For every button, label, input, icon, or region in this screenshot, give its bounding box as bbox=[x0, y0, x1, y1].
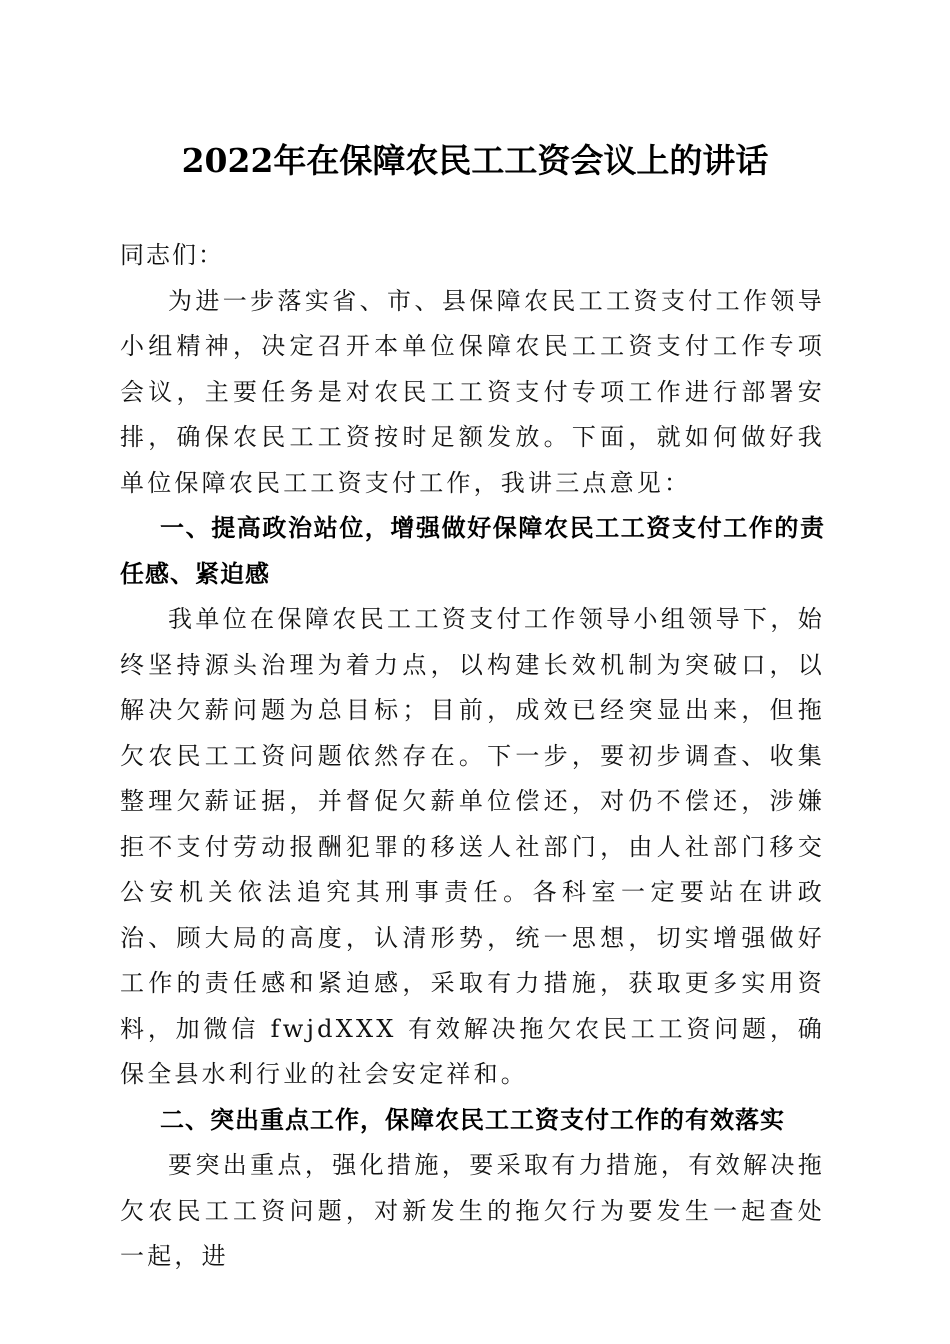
intro-paragraph: 为进一步落实省、市、县保障农民工工资支付工作领导小组精神，决定召开本单位保障农民工工资支付工作专项会议，主要任务是对农民工工资支付专项工作进行部署安排，确保农民工工资按时足额发放。下面，就如何做好我单位保障农民工工资支付工作，我讲三点意见： bbox=[120, 286, 825, 497]
section-body-2: 要突出重点，强化措施，要采取有力措施，有效解决拖欠农民工工资问题，对新发生的拖欠行为要发生一起查处一起，进 bbox=[120, 1151, 825, 1270]
section-heading-2: 二、突出重点工作，保障农民工工资支付工作的有效落实 bbox=[160, 1105, 785, 1134]
page-title: 2022年在保障农民工工资会议上的讲话 bbox=[181, 141, 769, 180]
section-heading-1: 一、提高政治站位，增强做好保障农民工工资支付工作的责任感、紧迫感 bbox=[120, 514, 825, 588]
salutation: 同志们： bbox=[120, 241, 224, 269]
section-body-1: 我单位在保障农民工工资支付工作领导小组领导下，始终坚持源头治理为着力点，以构建长效机制为突破口，以解决欠薪问题为总目标；目前，成效已经突显出来，但拖欠农民工工资问题依然存在。下一步，要初步调查、收集整理欠薪证据，并督促欠薪单位偿还，对仍不偿还，涉嫌拒不支付劳动报酬犯罪的移送人社部门，由人社部门移交公安机关依法追究其刑事责任。各科室一定要站在讲政治、顾大局的高度，认清形势，统一思想，切实增强做好工作的责任感和紧迫感，采取有力措施，获取更多实用资料，加微信 fwjdXXX 有效解决拖欠农民工工资问题，确保全县水利行业的社会安定祥和。 bbox=[120, 605, 825, 1088]
document-body bbox=[120, 233, 825, 1280]
